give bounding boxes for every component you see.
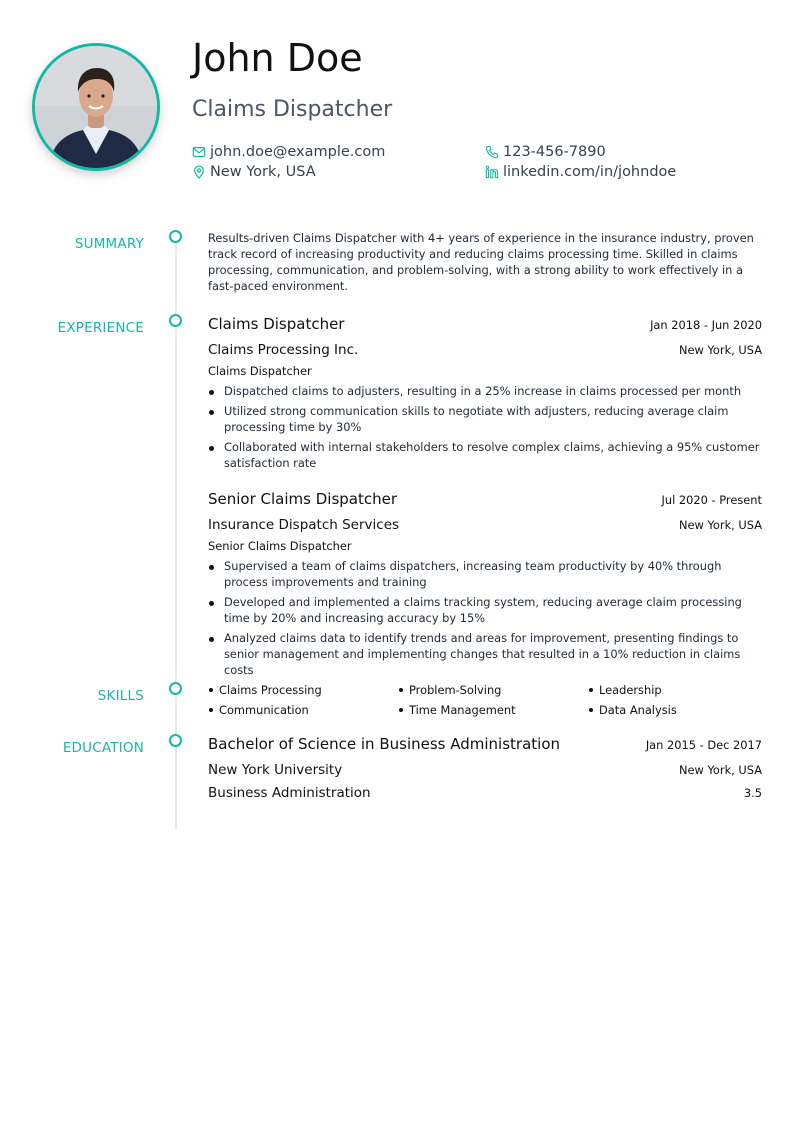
candidate-name: John Doe — [192, 36, 363, 80]
experience-role: Claims Dispatcher — [208, 315, 345, 333]
profile-photo — [32, 43, 160, 171]
education-field-row — [208, 784, 762, 802]
list-item — [208, 558, 762, 590]
experience-item — [208, 314, 762, 474]
bullet-icon — [209, 390, 214, 395]
skills-grid — [208, 682, 778, 718]
section-heading-education: EDUCATION — [62, 740, 144, 756]
summary-section — [208, 230, 762, 294]
linkedin-icon — [485, 165, 499, 179]
education-field: Business Administration — [208, 785, 371, 801]
bullet-icon — [209, 688, 213, 692]
experience-dates: Jul 2020 - Present — [661, 493, 762, 507]
contact-linkedin[interactable] — [485, 162, 676, 182]
bullet-icon — [209, 708, 213, 712]
experience-dates: Jan 2018 - Jun 2020 — [650, 318, 762, 332]
avatar — [35, 46, 157, 168]
education-school: New York University — [208, 762, 343, 778]
education-school-row — [208, 761, 762, 779]
experience-header — [208, 314, 762, 334]
experience-company-row — [208, 341, 762, 359]
contact-email[interactable] — [192, 142, 385, 162]
education-timeline-dot — [169, 734, 182, 747]
experience-company: Claims Processing Inc. — [208, 342, 359, 358]
email-text: john.doe@example.com — [210, 144, 386, 160]
experience-header — [208, 489, 762, 509]
skill-text: Problem-Solving — [409, 683, 502, 697]
education-location: New York, USA — [679, 763, 762, 777]
experience-item — [208, 489, 762, 677]
bullet-icon — [589, 708, 593, 712]
bullet-icon — [209, 601, 214, 606]
list-item — [208, 439, 762, 471]
experience-location: New York, USA — [679, 343, 762, 357]
linkedin-text: linkedin.com/in/johndoe — [503, 164, 677, 180]
bullet-text: Dispatched claims to adjusters, resulting in a 25% increase in claims processed per month — [224, 384, 742, 398]
job-title: Claims Dispatcher — [192, 97, 393, 122]
bullet-icon — [209, 410, 214, 415]
bullet-text: Collaborated with internal stakeholders to resolve complex claims, achieving a 95% customer satisfaction rate — [224, 440, 760, 470]
bullet-text: Analyzed claims data to identify trends and areas for improvement, presenting findings to senior management and implementing changes that resulted in a 10% reduction in claims costs — [224, 631, 741, 677]
section-heading-skills: SKILLS — [97, 688, 144, 704]
experience-timeline-dot — [169, 314, 182, 327]
bullet-icon — [209, 637, 214, 642]
experience-subtitle: Senior Claims Dispatcher — [208, 539, 352, 553]
education-header — [208, 734, 762, 754]
skill-item — [398, 702, 588, 718]
section-heading-summary: SUMMARY — [74, 236, 144, 252]
bullet-text: Utilized strong communication skills to negotiate with adjusters, reducing average claim processing time by 30% — [224, 404, 729, 434]
experience-role: Senior Claims Dispatcher — [208, 490, 398, 508]
bullet-icon — [209, 446, 214, 451]
bullet-text: Developed and implemented a claims tracking system, reducing average claim processing time by 20% and increasing accuracy by 15% — [224, 595, 742, 625]
experience-bullets — [208, 558, 762, 682]
summary-timeline-dot — [169, 230, 182, 243]
experience-location: New York, USA — [679, 518, 762, 532]
skill-text: Communication — [219, 703, 309, 717]
skill-text: Claims Processing — [219, 683, 322, 697]
bullet-icon — [209, 565, 214, 570]
summary-text: Results-driven Claims Dispatcher with 4+ years of experience in the insurance industry, proven track record of increasing productivity and reducing claims processing time. Skilled in claims processing, communication, and problem-solving, with a strong ability to work effectively in a fast-paced environment. — [208, 231, 754, 293]
skill-item — [208, 682, 398, 698]
contact-location — [192, 162, 316, 182]
skill-item — [208, 702, 398, 718]
list-item — [208, 383, 762, 399]
bullet-icon — [399, 708, 403, 712]
education-dates: Jan 2015 - Dec 2017 — [645, 738, 762, 752]
education-gpa: 3.5 — [743, 786, 762, 800]
skill-text: Leadership — [599, 683, 662, 697]
experience-subtitle: Claims Dispatcher — [208, 364, 312, 378]
list-item — [208, 594, 762, 626]
education-degree: Bachelor of Science in Business Administration — [208, 735, 561, 753]
list-item — [208, 630, 762, 678]
skill-text: Data Analysis — [599, 703, 677, 717]
contact-phone[interactable] — [485, 142, 606, 162]
skill-item — [588, 682, 778, 698]
mail-icon — [192, 145, 206, 159]
bullet-text: Supervised a team of claims dispatchers, increasing team productivity by 40% through process improvements and training — [224, 559, 722, 589]
bullet-icon — [399, 688, 403, 692]
experience-bullets — [208, 383, 762, 475]
location-text: New York, USA — [210, 164, 316, 180]
bullet-icon — [589, 688, 593, 692]
experience-company-row — [208, 516, 762, 534]
phone-icon — [485, 145, 499, 159]
skill-item — [588, 702, 778, 718]
skill-text: Time Management — [409, 703, 516, 717]
section-heading-experience: EXPERIENCE — [57, 320, 144, 336]
skill-item — [398, 682, 588, 698]
experience-company: Insurance Dispatch Services — [208, 517, 400, 533]
phone-text: 123-456-7890 — [503, 144, 606, 160]
skills-timeline-dot — [169, 682, 182, 695]
map-pin-icon — [192, 165, 206, 179]
list-item — [208, 403, 762, 435]
education-item — [208, 734, 762, 804]
